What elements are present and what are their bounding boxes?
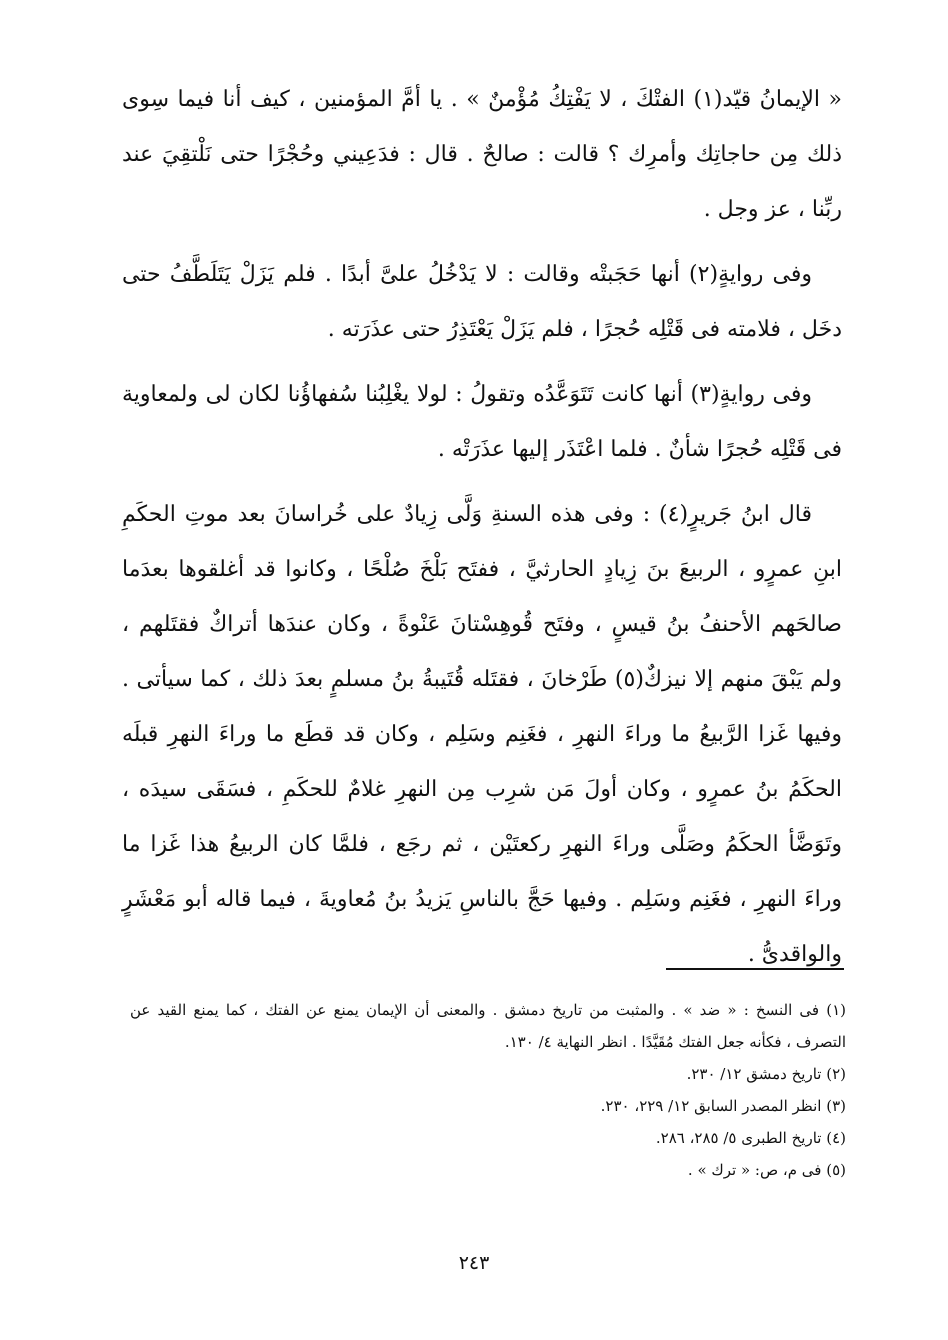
paragraph-4: قال ابنُ جَريرٍ(٤) : وفى هذه السنةِ وَلَّى زِيادٌ على خُراسانَ بعد موتِ الحكَمِ ابنِ عمرٍو ، الربيعَ بنَ زِيادٍ الحارثيَّ ، ففتَح بَلْخَ صُلْحًا ، وكانوا قد أغلقوها بعدَما صالحَهم الأحنفُ بنُ قيسٍ ، وفتَح قُوهِسْتانَ عَنْوةً ، وكان عندَها أتراكٌ فقتَلهم ، ولم يَبْقَ منهم إلا نيزكٌ(٥) طَرْخانَ ، فقتَله قُتَيبةُ بنُ مسلمٍ بعدَ ذلك ، كما سيأتى . وفيها غَزا الرَّبيعُ ما وراءَ النهرِ ، فغَنِم وسَلِم ، وكان قد قطَع ما وراءَ النهرِ قبلَه الحكَمُ بنُ عمرٍو ، وكان أولَ مَن شرِب مِن النهرِ غلامٌ للحكَمِ ، فسَقَى سيدَه ، وتَوَضَّأ الحكَمُ وصَلَّى وراءَ النهرِ ركعتَيْن ، ثم رجَع ، فلمَّا كان الربيعُ هذا غَزا ما وراءَ النهرِ ، فغَنِم وسَلِم . وفيها حَجَّ بالناسِ يَزيدُ بنُ مُعاويةَ ، فيما قاله أبو مَعْشَرٍ والواقدىُّ .	[122, 502, 843, 967]
footnote-2: (٢) تاريخ دمشق ١٢/ ٢٣٠.	[686, 1065, 846, 1083]
page-number: ٢٤٣	[458, 1252, 490, 1274]
footnote-5: (٥) فى م، ص: « ترك » .	[687, 1161, 846, 1179]
main-text	[122, 72, 842, 992]
footnotes	[130, 994, 846, 1186]
paragraph-3: وفى روايةٍ(٣) أنها كانت تَتَوَعَّدُه وتقولُ : لولا يغْلِبُنا سُفهاؤُنا لكان لى ولمعاوية فى قَتْلِه حُجرًا شأنٌ . فلما اعْتَذَر إليها عذَرَتْه .	[122, 382, 842, 462]
paragraph-1: « الإيمانُ قيّد(١) الفتْكَ ، لا يَفْتِكُ مُؤْمنٌ » . يا أمَّ المؤمنين ، كيف أنا فيما سِوى ذلك مِن حاجاتِك وأمرِك ؟ قالت : صالحٌ . قال : فدَعِيني وحُجْرًا حتى نَلْتقِيَ عند ربِّنا ، عز وجل .	[122, 87, 842, 222]
footnote-3: (٣) انظر المصدر السابق ١٢/ ٢٢٩، ٢٣٠.	[600, 1097, 846, 1115]
footnote-4: (٤) تاريخ الطبرى ٥/ ٢٨٥، ٢٨٦.	[655, 1129, 846, 1147]
paragraph-2: وفى روايةٍ(٢) أنها حَجَبتْه وقالت : لا يَدْخُلُ علىَّ أبدًا . فلم يَزَلْ يَتَلَطَّفُ حتى دخَل ، فلامته فى قَتْلِه حُجرًا ، فلم يَزَلْ يَعْتَذِرُ حتى عذَرَته .	[122, 262, 842, 342]
footnote-separator	[666, 968, 844, 970]
footnote-1: (١) فى النسخ : « ضد » . والمثبت من تاريخ دمشق . والمعنى أن الإيمان يمنع عن الفتك ، كما يمنع القيد عن التصرف ، فكأنه جعل الفتك مُقَيَّدًا . انظر النهاية ٤/ ١٣٠.	[130, 1001, 846, 1051]
